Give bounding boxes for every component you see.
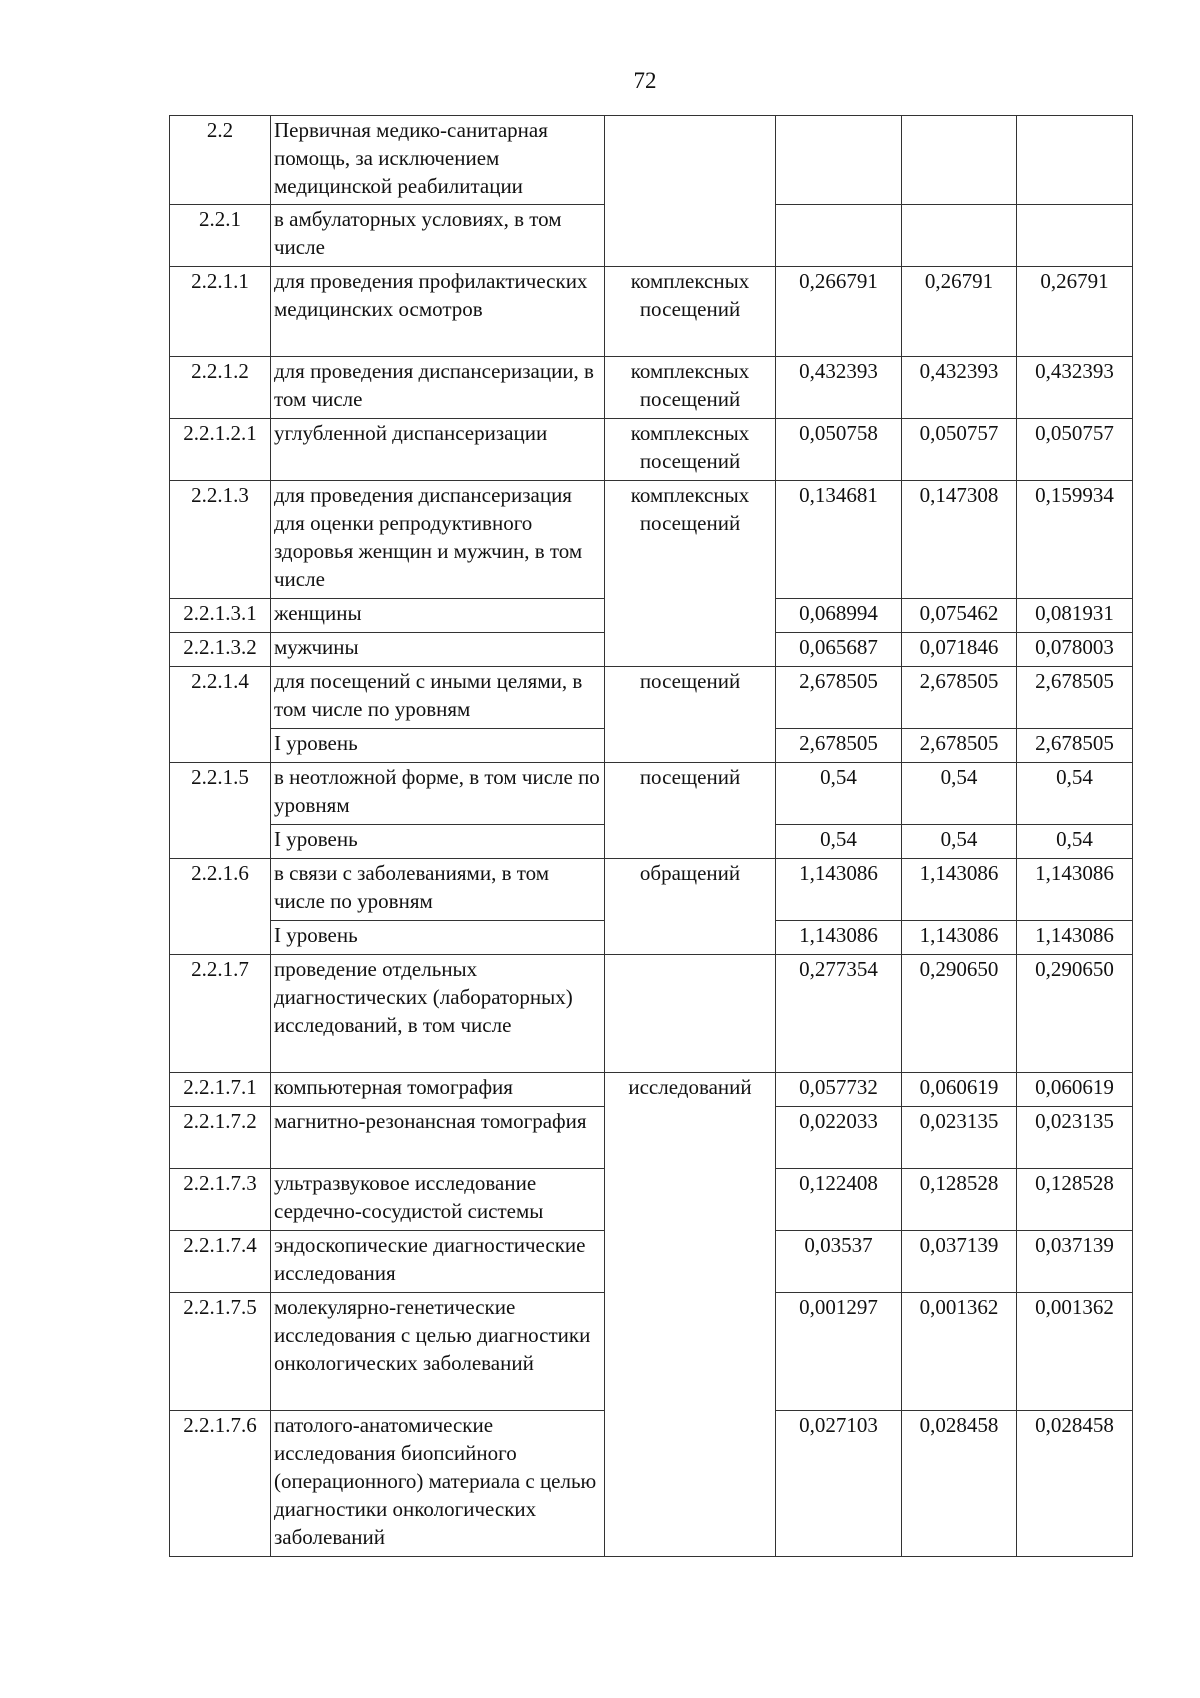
row-value-1: 0,001297 <box>776 1293 902 1411</box>
row-unit: комплексных посещений <box>605 357 776 419</box>
row-value-2: 0,071846 <box>902 633 1017 667</box>
row-number: 2.2.1.7.2 <box>170 1107 271 1169</box>
table-row <box>170 116 1133 205</box>
row-number: 2.2 <box>170 116 271 205</box>
row-description: магнитно-резонансная томография <box>271 1107 605 1169</box>
row-value-2: 0,54 <box>902 763 1017 825</box>
row-description: мужчины <box>271 633 605 667</box>
row-unit: обращений <box>605 859 776 955</box>
row-unit: комплексных посещений <box>605 481 776 667</box>
row-value-3: 0,078003 <box>1017 633 1133 667</box>
row-description: ультразвуковое исследование сердечно-сосудистой системы <box>271 1169 605 1231</box>
row-value-2: 0,128528 <box>902 1169 1017 1231</box>
row-value-3: 0,290650 <box>1017 955 1133 1073</box>
volume-table <box>169 115 1133 1557</box>
row-value-1: 2,678505 <box>776 729 902 763</box>
row-unit: посещений <box>605 667 776 763</box>
row-number: 2.2.1.3 <box>170 481 271 599</box>
row-value-3: 1,143086 <box>1017 859 1133 921</box>
row-value-1: 1,143086 <box>776 859 902 921</box>
table-row <box>170 267 1133 357</box>
row-value-1: 0,057732 <box>776 1073 902 1107</box>
row-description: в связи с заболеваниями, в том числе по уровням <box>271 859 605 921</box>
row-value-3: 0,050757 <box>1017 419 1133 481</box>
table-row <box>170 667 1133 729</box>
row-description: в неотложной форме, в том числе по уровням <box>271 763 605 825</box>
row-value-1: 1,143086 <box>776 921 902 955</box>
row-value-3: 1,143086 <box>1017 921 1133 955</box>
row-value-3: 0,54 <box>1017 825 1133 859</box>
row-unit: комплексных посещений <box>605 267 776 357</box>
row-value-2: 0,050757 <box>902 419 1017 481</box>
row-value-2 <box>902 205 1017 267</box>
table-row <box>170 205 1133 267</box>
table-row <box>170 955 1133 1073</box>
row-value-3 <box>1017 205 1133 267</box>
row-value-3: 0,023135 <box>1017 1107 1133 1169</box>
row-value-1: 0,122408 <box>776 1169 902 1231</box>
row-number: 2.2.1.1 <box>170 267 271 357</box>
row-value-1: 0,050758 <box>776 419 902 481</box>
row-description: для проведения диспансеризация для оценки репродуктивного здоровья женщин и мужчин, в том числе <box>271 481 605 599</box>
page-number: 72 <box>633 68 657 93</box>
row-value-2: 0,023135 <box>902 1107 1017 1169</box>
row-unit: посещений <box>605 763 776 859</box>
row-value-1: 0,54 <box>776 825 902 859</box>
row-value-1: 0,277354 <box>776 955 902 1073</box>
row-value-3: 0,128528 <box>1017 1169 1133 1231</box>
row-description: патолого-анатомические исследования биопсийного (операционного) материала с целью диагностики онкологических заболеваний <box>271 1411 605 1557</box>
table-row <box>170 763 1133 825</box>
row-value-1 <box>776 205 902 267</box>
row-value-2: 0,290650 <box>902 955 1017 1073</box>
row-value-2: 0,075462 <box>902 599 1017 633</box>
row-value-2: 0,432393 <box>902 357 1017 419</box>
row-description: женщины <box>271 599 605 633</box>
row-value-1: 0,54 <box>776 763 902 825</box>
row-value-1: 0,022033 <box>776 1107 902 1169</box>
row-unit <box>605 955 776 1073</box>
row-description: компьютерная томография <box>271 1073 605 1107</box>
row-number: 2.2.1.7.1 <box>170 1073 271 1107</box>
row-value-3: 0,060619 <box>1017 1073 1133 1107</box>
row-description: проведение отдельных диагностических (лабораторных) исследований, в том числе <box>271 955 605 1073</box>
row-value-2 <box>902 116 1017 205</box>
row-value-1: 0,134681 <box>776 481 902 599</box>
row-description: для посещений с иными целями, в том числе по уровням <box>271 667 605 729</box>
row-number: 2.2.1 <box>170 205 271 267</box>
row-number: 2.2.1.7.6 <box>170 1411 271 1557</box>
table-row <box>170 859 1133 921</box>
row-value-2: 1,143086 <box>902 859 1017 921</box>
row-value-2: 0,037139 <box>902 1231 1017 1293</box>
row-description: I уровень <box>271 729 605 763</box>
row-value-3: 0,081931 <box>1017 599 1133 633</box>
row-value-3: 2,678505 <box>1017 729 1133 763</box>
row-number: 2.2.1.7.4 <box>170 1231 271 1293</box>
row-value-1: 0,027103 <box>776 1411 902 1557</box>
row-value-2: 2,678505 <box>902 729 1017 763</box>
row-value-3: 0,159934 <box>1017 481 1133 599</box>
row-value-1 <box>776 116 902 205</box>
row-description: углубленной диспансеризации <box>271 419 605 481</box>
table-row <box>170 1073 1133 1107</box>
row-description: для проведения профилактических медицинских осмотров <box>271 267 605 357</box>
row-number: 2.2.1.4 <box>170 667 271 763</box>
row-description: эндоскопические диагностические исследования <box>271 1231 605 1293</box>
row-number: 2.2.1.3.1 <box>170 599 271 633</box>
row-number: 2.2.1.7 <box>170 955 271 1073</box>
row-value-3: 0,028458 <box>1017 1411 1133 1557</box>
row-value-2: 2,678505 <box>902 667 1017 729</box>
row-value-3: 2,678505 <box>1017 667 1133 729</box>
row-value-2: 0,147308 <box>902 481 1017 599</box>
row-value-3: 0,001362 <box>1017 1293 1133 1411</box>
row-value-1: 0,068994 <box>776 599 902 633</box>
row-number: 2.2.1.2.1 <box>170 419 271 481</box>
row-number: 2.2.1.2 <box>170 357 271 419</box>
row-number: 2.2.1.7.3 <box>170 1169 271 1231</box>
row-description: I уровень <box>271 825 605 859</box>
row-value-2: 0,060619 <box>902 1073 1017 1107</box>
table-row <box>170 419 1133 481</box>
row-value-2: 0,54 <box>902 825 1017 859</box>
table-row <box>170 481 1133 599</box>
row-number: 2.2.1.5 <box>170 763 271 859</box>
row-value-1: 0,266791 <box>776 267 902 357</box>
row-value-2: 1,143086 <box>902 921 1017 955</box>
row-value-3: 0,26791 <box>1017 267 1133 357</box>
row-value-1: 2,678505 <box>776 667 902 729</box>
row-value-3: 0,432393 <box>1017 357 1133 419</box>
row-value-1: 0,03537 <box>776 1231 902 1293</box>
row-value-1: 0,065687 <box>776 633 902 667</box>
row-number: 2.2.1.6 <box>170 859 271 955</box>
row-value-3 <box>1017 116 1133 205</box>
row-description: в амбулаторных условиях, в том числе <box>271 205 605 267</box>
row-unit: комплексных посещений <box>605 419 776 481</box>
row-value-3: 0,037139 <box>1017 1231 1133 1293</box>
row-value-2: 0,001362 <box>902 1293 1017 1411</box>
row-description: для проведения диспансеризации, в том числе <box>271 357 605 419</box>
row-value-2: 0,26791 <box>902 267 1017 357</box>
row-value-1: 0,432393 <box>776 357 902 419</box>
row-description: I уровень <box>271 921 605 955</box>
row-number: 2.2.1.7.5 <box>170 1293 271 1411</box>
row-description: молекулярно-генетические исследования с целью диагностики онкологических заболеваний <box>271 1293 605 1411</box>
row-number: 2.2.1.3.2 <box>170 633 271 667</box>
row-description: Первичная медико-санитарная помощь, за исключением медицинской реабилитации <box>271 116 605 205</box>
row-value-3: 0,54 <box>1017 763 1133 825</box>
table-row <box>170 357 1133 419</box>
row-unit: исследований <box>605 1073 776 1557</box>
row-value-2: 0,028458 <box>902 1411 1017 1557</box>
